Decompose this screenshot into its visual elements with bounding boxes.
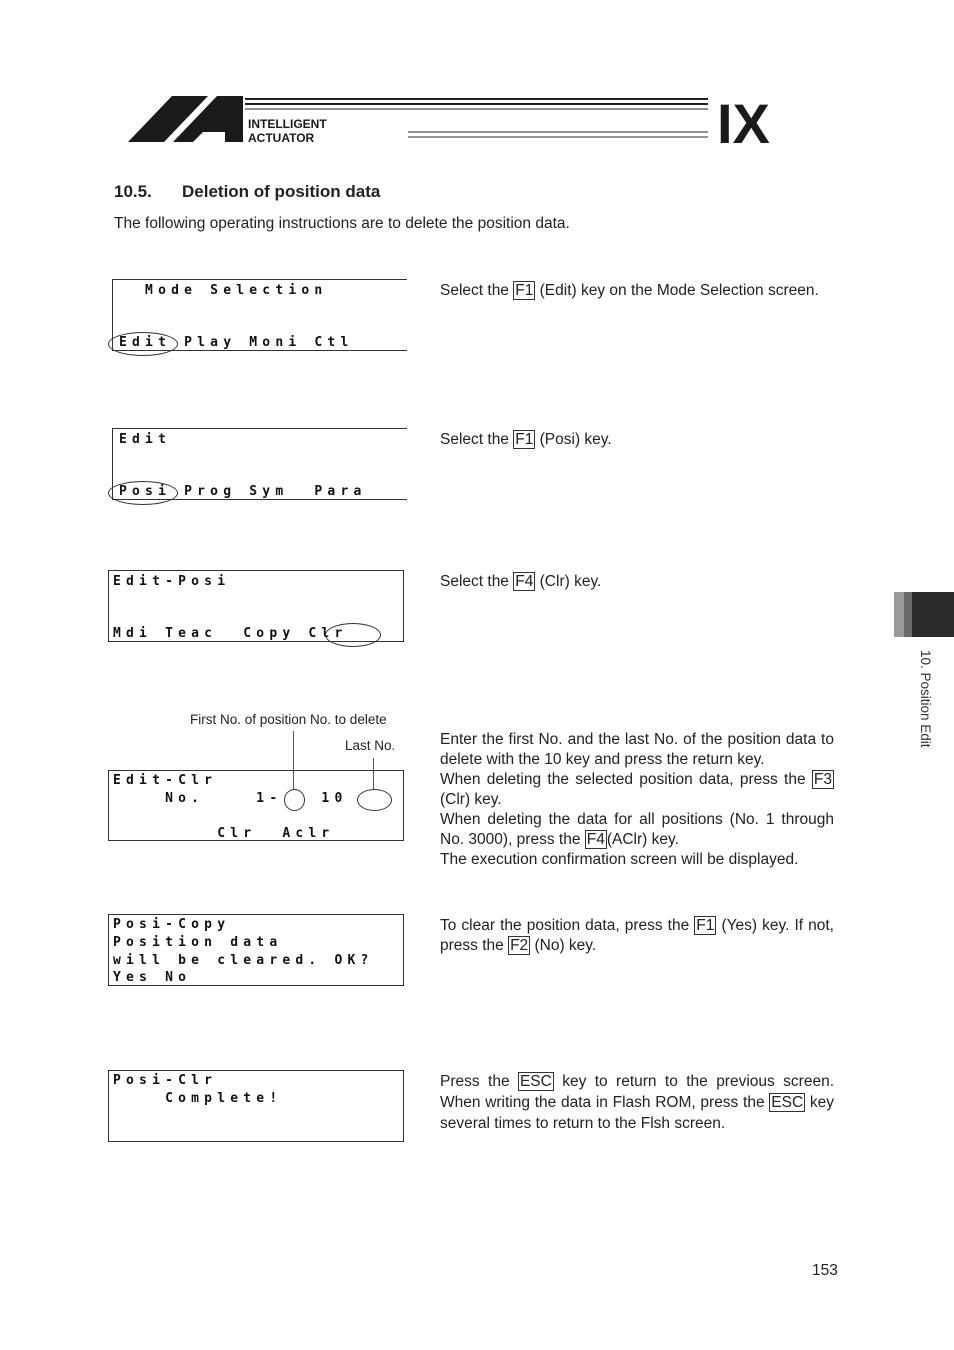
page-number: 153 (812, 1262, 838, 1279)
annotation-last-no: Last No. (345, 738, 396, 753)
highlight-oval (357, 789, 392, 811)
section-number: 10.5. (114, 182, 152, 201)
key-f4: F4 (586, 831, 605, 848)
text: Select the (440, 573, 514, 590)
highlight-oval (284, 789, 305, 811)
product-name: IX (717, 92, 770, 148)
paragraph: The execution confirmation screen will be displayed. (440, 851, 799, 868)
step-1-description (440, 281, 834, 301)
text: (Posi) key. (535, 431, 612, 448)
paragraph (440, 770, 834, 810)
lcd-line: will be cleared. OK? (113, 953, 374, 968)
text: Press the (440, 1073, 518, 1090)
paragraph: Enter the first No. and the last No. of the position data to delete with the 10 key and press the return key. (440, 731, 834, 768)
highlight-oval (108, 481, 178, 505)
logo-line1: INTELLIGENT (248, 117, 327, 131)
lcd-line: Yes No (113, 970, 192, 985)
text: key several times to return to the Flsh screen. (440, 1094, 834, 1132)
step-5-description (440, 916, 834, 956)
text: key to return to the previous screen. When writing the data in Flash ROM, press the (440, 1073, 834, 1111)
lcd-screen-posi-copy (108, 914, 404, 986)
text: (Yes) key. If not, press the (440, 917, 834, 954)
lcd-screen-posi-clr (108, 1070, 404, 1142)
annotation-first-no: First No. of position No. to delete (190, 712, 387, 727)
text: (No) key. (530, 937, 597, 954)
paragraph (440, 810, 834, 850)
lcd-line: Edit-Posi (113, 574, 231, 589)
key-f4: F4 (515, 573, 534, 590)
lcd-line: Posi-Clr (113, 1073, 218, 1088)
key-esc: ESC (771, 1094, 804, 1111)
key-esc: ESC (519, 1073, 552, 1090)
section-intro: The following operating instructions are to delete the position data. (114, 215, 570, 232)
text: When deleting the selected position data, press the (440, 771, 812, 788)
key-f1: F1 (696, 917, 715, 934)
highlight-oval (325, 623, 381, 647)
ia-logo-mark (128, 96, 243, 142)
text: Select the (440, 431, 514, 448)
step-4-description (440, 730, 834, 870)
key-f3: F3 (813, 771, 832, 788)
step-2-description (440, 430, 834, 450)
section-heading (114, 182, 380, 202)
lcd-line: Edit (119, 432, 172, 447)
text: To clear the position data, press the (440, 917, 695, 934)
text: (Clr) key. (535, 573, 602, 590)
lcd-line: Mdi Teac Copy Clr (113, 626, 348, 641)
chapter-tab-label: 10. Position Edit (918, 650, 933, 748)
lcd-line: Posi-Copy (113, 917, 231, 932)
lcd-line: Position data (113, 935, 283, 950)
chapter-tab (894, 592, 954, 637)
step-6-description (440, 1071, 834, 1134)
key-f1: F1 (515, 282, 534, 299)
lcd-line: Complete! (113, 1091, 283, 1106)
text: (AClr) key. (606, 831, 679, 848)
text: (Clr) key. (440, 791, 502, 808)
key-f1: F1 (515, 431, 534, 448)
section-title: Deletion of position data (182, 182, 381, 201)
highlight-oval (108, 332, 178, 356)
text: When deleting the data for all positions (No. 1 through No. 3000), press the (440, 811, 834, 848)
logo-line2: ACTUATOR (248, 131, 315, 145)
text: Select the (440, 282, 514, 299)
step-3-description (440, 572, 834, 592)
lcd-line: Posi Prog Sym Para (119, 484, 367, 499)
lcd-line: Edit-Clr (113, 773, 218, 788)
text: (Edit) key on the Mode Selection screen. (535, 282, 819, 299)
header-logo (125, 92, 835, 148)
lcd-line: Mode Selection (119, 283, 328, 298)
lcd-line: Edit Play Moni Ctl (119, 335, 354, 350)
lcd-line: No. 1- 10 (113, 791, 348, 806)
key-f2: F2 (510, 937, 529, 954)
lcd-line: Clr Aclr (113, 826, 335, 841)
